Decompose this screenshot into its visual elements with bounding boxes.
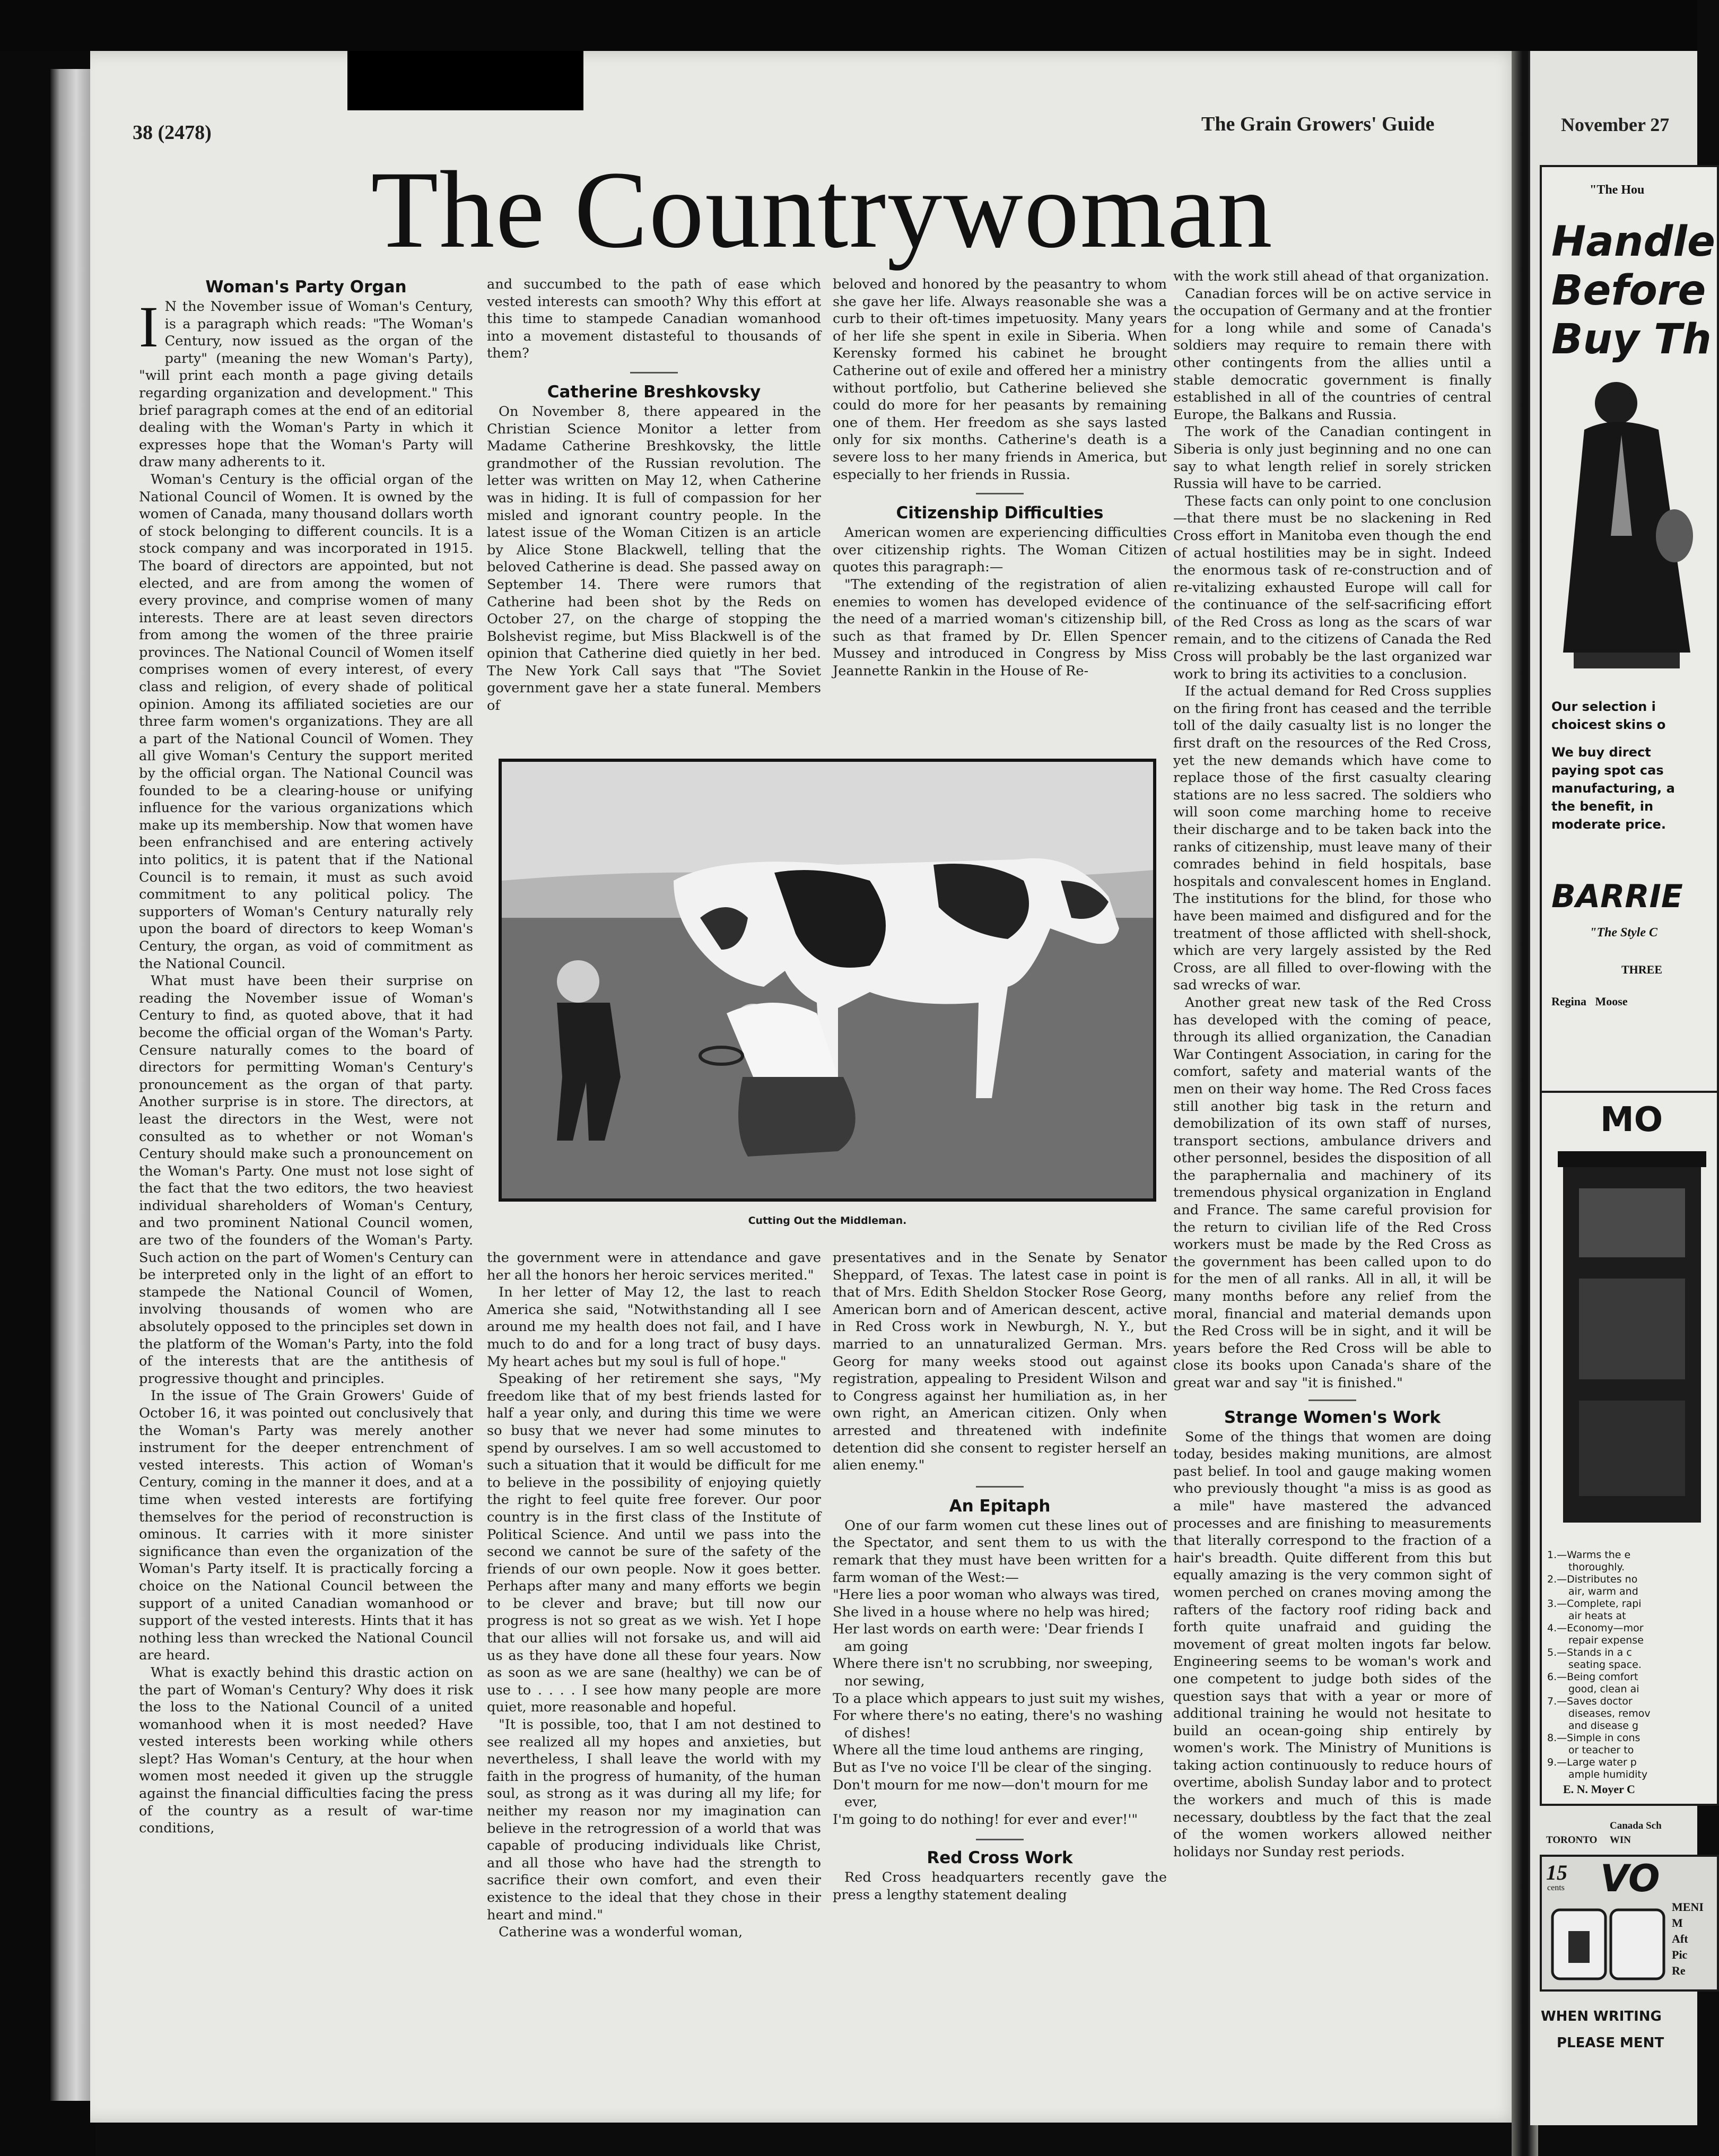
- fur-coat-figure: [1552, 377, 1712, 679]
- heading-citizenship-difficulties: Citizenship Difficulties: [896, 503, 1104, 523]
- ad-heater-cities: TORONTO WIN: [1546, 1835, 1631, 1846]
- ad-product: [1540, 1855, 1719, 1992]
- paragraph: On November 8, there appeared in the Christian Science Monitor a letter from Madame Catherine Breshkovsky, the little grandmother of the Russian revolution. The letter was written on May 12, when Catherine was in hiding. It is full of compassion for her misled and ignorant country people. In the latest issue of the Woman Citizen is an article by Alice Stone Blackwell, telling that the beloved Catherine is dead. She passed away on September 14. There were rumors that Catherine had been shot by the Reds on October 27, on the charge of stopping the Bolshevist regime, but Miss Blackwell is of the opinion that Catherine died quietly in her bed. The New York Call says that "The Soviet government gave her a state funeral. Members of: [487, 403, 821, 714]
- section-rule: [630, 372, 678, 373]
- section-rule: [976, 1839, 1024, 1840]
- column-3-top: [833, 276, 1167, 680]
- next-page: [1530, 51, 1715, 2125]
- ad-furs: [1540, 165, 1719, 1103]
- paragraph: One of our farm women cut these lines out of the Spectator, and sent them to us with the remark that they must have been written for a farm woman of the West:—: [833, 1517, 1167, 1586]
- heater-feature-line: or teacher to: [1568, 1744, 1634, 1756]
- photo-illustration: [499, 759, 1156, 1202]
- ad-product-brand: VO: [1600, 1857, 1660, 1900]
- heater-illustration: [1547, 1151, 1712, 1533]
- paragraph: and succumbed to the path of ease which vested interests can smooth? Why this effort at this time to stampede Canadian womanhood into a movement distasteful to thousands of them?: [487, 276, 821, 362]
- heater-feature-line: air, warm and: [1568, 1586, 1638, 1597]
- heater-feature-line: 5.—Stands in a c: [1547, 1647, 1632, 1658]
- ad-furs-headline: Handle Before Buy Th: [1551, 218, 1715, 363]
- paragraph: What is exactly behind this drastic action on the part of Woman's Century? Why does it risk the loss to the National Council of a united womanhood when it is most needed? Have vested interests been working while others slept? Has Woman's Century, at the hour when women most needed it given up the struggle against the financial difficulties facing the press of the country as a result of war-time conditions,: [139, 1664, 473, 1837]
- column-2-top: [487, 276, 821, 715]
- heading-an-epitaph: An Epitaph: [949, 1496, 1051, 1516]
- ad-furs-top: "The Hou: [1590, 183, 1645, 197]
- paragraph: In her letter of May 12, the last to reach America she said, "Notwithstanding all I see around me my health does not fail, and I have much to do and for a long tract of busy days. My heart aches but my soul is full of hope.": [487, 1284, 821, 1370]
- heater-feature-line: good, clean ai: [1568, 1683, 1639, 1695]
- paragraph: "The extending of the registration of alien enemies to women has developed evidence of the need of a married woman's citizenship bill, such as that framed by Dr. Ellen Spencer Mussey and introduced in Congress by Miss Jeannette Rankin in the House of Re-: [833, 576, 1167, 679]
- paragraph: Some of the things that women are doing today, besides making munitions, are almost past belief. In tool and gauge making women who previously thought "a miss is as good as a mile" have mastered the advanced processes and are finishing to measurements that literally correspond to the fraction of a hair's breadth. Quite different from this but equally amazing is the very common sight of women perched on cranes moving among the rafters of the factory roof riding back and forth quite unafraid and guiding the movement of great molten ingots far below. Engineering seems to be woman's work and one competent to judge both sides of the question says that with a year or more of additional training he would not hesitate to build an ocean-going ship entirely by women's work. The Ministry of Munitions is taking action continuously to reduce hours of overtime, abolish Sunday labor and to protect the workers and much of this is made necessary, doubtless by the fact that the zeal of the women workers allowed neither holidays nor Sunday rest periods.: [1173, 1429, 1491, 1860]
- paragraph: What must have been their surprise on reading the November issue of Woman's Century to find, as quoted above, that it had become the official organ of the Woman's Party. Censure naturally comes to the board of directors for permitting Woman's Century's pronouncement as the organ of that party. Another surprise is in store. The directors, at least the directors in the West, were not consulted as to whether or not Woman's Century should make such a pronouncement on the Woman's Party. One must not lose sight of the fact that the two editors, the two heaviest individual shareholders of Woman's Century, and two prominent National Council women, are two of the founders of the Woman's Party. Such action on the part of Women's Century can be interpreted only in the light of an effort to stampede the National Council of Women, involving thousands of women who are absolutely opposed to the principles set down in the platform of the Woman's Party, into the fold of the interests that are the antithesis of progressive thought and principles.: [139, 973, 473, 1387]
- paragraph: presentatives and in the Senate by Senator Sheppard, of Texas. The latest case in point is that of Mrs. Edith Sheldon Stocker Rose Georg, American born and of American descent, active in Red Cross work in Newburgh, N. Y., but married to an unnaturalized German. Mrs. Georg for many weeks stood out against registration, appealing to President Wilson and to Congress against her humiliation as, in her own right, an American citizen. Only when arrested and threatened with indefinite detention did she consent to register herself an alien enemy.": [833, 1250, 1167, 1474]
- column-1: [139, 276, 473, 1837]
- heater-feature-line: 3.—Complete, rapi: [1547, 1598, 1642, 1610]
- ad-product-side: MENI M Aft Pic Re: [1672, 1900, 1704, 1977]
- verse-line: Where there isn't no scrubbing, nor sweeping, nor sewing,: [833, 1656, 1153, 1690]
- verse-line: I'm going to do nothing! for ever and ever!'": [833, 1811, 1138, 1828]
- paragraph: I N the November issue of Woman's Century, is a paragraph which reads: "The Woman's Century, now issued as the organ of the party" (meaning the new Woman's Party), "will print each month a page giving details regarding organization and development." This brief paragraph comes at the end of an editorial dealing with the Woman's Party in which it expresses hope that the Woman's Party will draw many adherents to it.: [139, 294, 473, 471]
- heading-red-cross-work: Red Cross Work: [927, 1848, 1073, 1868]
- paragraph: Canadian forces will be on active service in the occupation of Germany and at the frontier for a long while and some of Canada's soldiers may require to remain there with other contingents from the allies until a stable democratic government is finally established in all of the countries of central Europe, the Balkans and Russia.: [1173, 285, 1491, 423]
- heater-feature-line: air heats at: [1568, 1610, 1626, 1622]
- ad-heater-list: [1547, 1549, 1651, 1781]
- verse-line: Where all the time loud anthems are ringing,: [833, 1742, 1144, 1759]
- heading-womans-party-organ: Woman's Party Organ: [205, 277, 407, 297]
- drop-cap: I: [139, 294, 159, 359]
- ad-product-cents: cents: [1547, 1883, 1565, 1892]
- ad-furs-cities: Regina Moose: [1551, 995, 1628, 1008]
- column-3-bottom: [833, 1249, 1167, 1904]
- ad-furs-brand: BARRIE: [1551, 878, 1683, 915]
- heading-catherine-breshkovsky: Catherine Breshkovsky: [547, 382, 761, 402]
- ad-furs-three: THREE: [1621, 963, 1663, 976]
- heater-feature-line: repair expense: [1568, 1635, 1644, 1646]
- footer-please-mention: PLEASE MENT: [1557, 2035, 1664, 2051]
- ad-heater: [1540, 1091, 1719, 1806]
- product-cans: [1547, 1899, 1669, 1984]
- paragraph: These facts can only point to one conclusion—that there must be no slackening in Red Cross effort in Manitoba even though the end of actual hostilities may be in sight. Indeed the enormous task of re-construction and of re-vitalizing exhausted Europe will call for the continuance of the self-sacrificing effort of the Red Cross as long as the scars of war remain, and to the citizens of Canada the Red Cross will probably be the last organized war work to bring its activities to a conclusion.: [1173, 493, 1491, 682]
- next-page-date: November 27: [1561, 114, 1670, 135]
- verse-line: She lived in a house where no help was hired;: [833, 1604, 1150, 1620]
- verse-line: Her last words on earth were: 'Dear friends I am going: [833, 1621, 1144, 1655]
- heater-feature-line: 9.—Large water p: [1547, 1757, 1637, 1768]
- ad-heater-company2: Canada Sch: [1610, 1820, 1662, 1831]
- paragraph: If the actual demand for Red Cross supplies on the firing front has ceased and the terrible toll of the daily casualty list is no longer the first draft on the resources of the Red Cross, yet the new demands which have come to replace those of the first casualty clearing stations are no less sacred. The soldiers who will soon come marching home to receive their discharge and to be taken back into the ranks of citizenship, must leave many of their comrades behind in field hospitals, base hospitals and convalescent homes in England. The institutions for the blind, for those who have been maimed and disfigured and for the treatment of those afflicted with shell-shock, which are very largely assisted by the Red Cross, are all filled to over-flowing with the sad wrecks of war.: [1173, 683, 1491, 994]
- paragraph: "It is possible, too, that I am not destined to see realized all my hopes and anxieties, but nevertheless, I shall leave the world with my faith in the progress of humanity, of the human soul, as strong as it was during all my life; for neither my reason nor my imagination can believe in the retrogression of a world that was capable of producing individuals like Christ, and all those who have had the strength to sacrifice their own comfort, and even their existence to the ideal that they chose in their heart and mind.": [487, 1717, 821, 1923]
- heater-feature-line: 8.—Simple in cons: [1547, 1732, 1641, 1744]
- column-4: [1173, 268, 1491, 1861]
- heater-feature-line: and disease g: [1568, 1720, 1639, 1732]
- heater-feature-line: seating space.: [1568, 1659, 1642, 1671]
- paragraph: beloved and honored by the peasantry to whom she gave her life. Always reasonable she was a curb to their oft-times impetuosity. Many years of her life she spent in exile in Siberia. When Kerensky formed his cabinet he brought Catherine out of exile and offered her a ministry without portfolio, but Catherine believed she could do more for her peasants by remaining one of them. Her freedom as she says lasted only for six months. Catherine's death is a severe loss to her many friends in America, but especially to her friends in Russia.: [833, 276, 1167, 483]
- verse-line: For where there's no eating, there's no washing of dishes!: [833, 1708, 1163, 1741]
- paragraph: Red Cross headquarters recently gave the press a lengthy statement dealing: [833, 1870, 1167, 1903]
- ad-heater-company: E. N. Moyer C: [1563, 1783, 1635, 1796]
- ad-furs-tagline: "The Style C: [1590, 926, 1657, 940]
- heater-feature-line: 7.—Saves doctor: [1547, 1696, 1633, 1707]
- paragraph: The work of the Canadian contingent in Siberia is only just beginning and no one can say to what length relief in sorely stricken Russia will have to be carried.: [1173, 424, 1491, 492]
- paragraph: American women are experiencing difficulties over citizenship rights. The Woman Citizen quotes this paragraph:—: [833, 525, 1167, 576]
- section-rule: [976, 1486, 1024, 1488]
- heater-feature-line: 1.—Warms the e: [1547, 1549, 1631, 1561]
- paragraph: with the work still ahead of that organization.: [1173, 268, 1489, 284]
- column-2-bottom: [487, 1249, 821, 1941]
- epitaph-verse: [833, 1586, 1167, 1828]
- redaction-tab: [347, 51, 583, 110]
- heater-feature-line: 6.—Being comfort: [1547, 1671, 1638, 1683]
- paragraph: In the issue of The Grain Growers' Guide of October 16, it was pointed out conclusively that the Woman's Party was merely another instrument for the deeper entrenchment of vested interests. This action of Woman's Century, coming in the manner it does, and at a time when vested interests are fortifying themselves for the period of reconstruction is ominous. It carries with it more sinister significance than even the organization of the Woman's Party itself. It is practically forcing a choice on the National Council between the support of a united Canadian womanhood or support of the vested interests. Hints that it has nothing less than wrecked the National Council are heard.: [139, 1388, 473, 1664]
- verse-line: Don't mourn for me now—don't mourn for me ever,: [833, 1777, 1148, 1811]
- running-head: The Grain Growers' Guide: [1201, 113, 1435, 135]
- heater-feature-line: diseases, remov: [1568, 1708, 1651, 1719]
- page-title: The Countrywoman: [371, 149, 1273, 271]
- ad-heater-title: MO: [1600, 1100, 1663, 1140]
- page-number: 38 (2478): [133, 121, 212, 144]
- verse-line: But as I've no voice I'll be clear of the singing.: [833, 1760, 1152, 1776]
- paragraph: Catherine was a wonderful woman,: [499, 1924, 743, 1941]
- section-rule: [976, 493, 1024, 494]
- ad-product-price: 15: [1546, 1861, 1567, 1884]
- ad-furs-body: Our selection i choicest skins o We buy direct paying spot cas manufacturing, a the benefit, in moderate price.: [1551, 699, 1675, 832]
- photo-caption: Cutting Out the Middleman.: [748, 1215, 907, 1227]
- paragraph: Woman's Century is the official organ of the National Council of Women. It is owned by the women of Canada, many thousand dollars worth of stock belonging to different councils. It is a stock company and was incorporated in 1915. The board of directors are appointed, but not elected, and are from among the women of every province, and comprise women of many interests. There are at least seven directors from among the women of the three prairie provinces. The National Council of Women itself comprises women of every interest, of every class and religion, of every shade of political opinion. Among its affiliated societies are our three farm women's organizations. They are all a part of the National Council of Women. They all give Woman's Century the support merited by the official organ. The National Council was founded to be a clearing-house or unifying influence for the various organizations which make up its membership. Now that women have been enfranchised and are entering actively into politics, it is patent that if the National Council is to remain, it must as such avoid commitment to any political policy. The supporters of Woman's Century naturally rely upon the board of directors to keep Woman's Century, the organ, as void of commitment as the National Council.: [139, 471, 473, 972]
- paragraph: Speaking of her retirement she says, "My freedom like that of my best friends lasted for half a year only, and during this time we were so busy that we never had some minutes to spend by ourselves. I am so well accustomed to such a situation that it would be difficult for me to believe in the possibility of enjoying quietly the right to feel quite free forever. Our poor country is in the first class of the Institute of Political Science. And until we pass into the second we cannot be sure of the safety of the friends of our own people. Now it goes better. Perhaps after many and many efforts we begin to be clever and brave; but till now our progress is not so great as we wish. Yet I hope that our allies will not forsake us, and will aid us as they have done all these four years. Now as soon as we are sane (healthy) we can be of use to . . . . I see how many people are more quiet, more reasonable and hopeful.: [487, 1371, 821, 1716]
- footer-when-writing: WHEN WRITING: [1541, 2009, 1662, 2024]
- heater-feature-line: ample humidity: [1568, 1769, 1648, 1780]
- heading-strange-womens-work: Strange Women's Work: [1224, 1407, 1441, 1427]
- verse-line: "Here lies a poor woman who always was tired,: [833, 1587, 1160, 1603]
- photo-cow-and-children: [499, 759, 1156, 1202]
- heater-feature-line: 4.—Economy—mor: [1547, 1622, 1644, 1634]
- heater-feature-line: 2.—Distributes no: [1547, 1573, 1638, 1585]
- scanner-border-top: [0, 0, 1697, 51]
- verse-line: To a place which appears to just suit my wishes,: [833, 1690, 1165, 1707]
- section-rule: [1308, 1399, 1356, 1401]
- paragraph: the government were in attendance and gave her all the honors her heroic services merited.": [487, 1250, 821, 1283]
- heater-feature-line: thoroughly.: [1568, 1561, 1625, 1573]
- paragraph: Another great new task of the Red Cross has developed with the coming of peace, through its allied organization, the Canadian War Contingent Association, in caring for the comfort, safety and material wants of the men on their way home. The Red Cross faces still another big task in the return and demobilization of its own staff of nurses, transport sections, ambulance drivers and other personnel, besides the disposition of all the paraphernalia and machinery of its tremendous physical organization in England and France. The same careful provision for the return to civilian life of the Red Cross workers must be made by the Red Cross as the government has been called upon to do for the men of all ranks. All in all, it will be many months before any relief from the moral, financial and material demands upon the Red Cross will be in sight, and it will be years before the Red Cross will be able to close its books upon Canada's share of the great war and say "it is finished.": [1173, 994, 1491, 1391]
